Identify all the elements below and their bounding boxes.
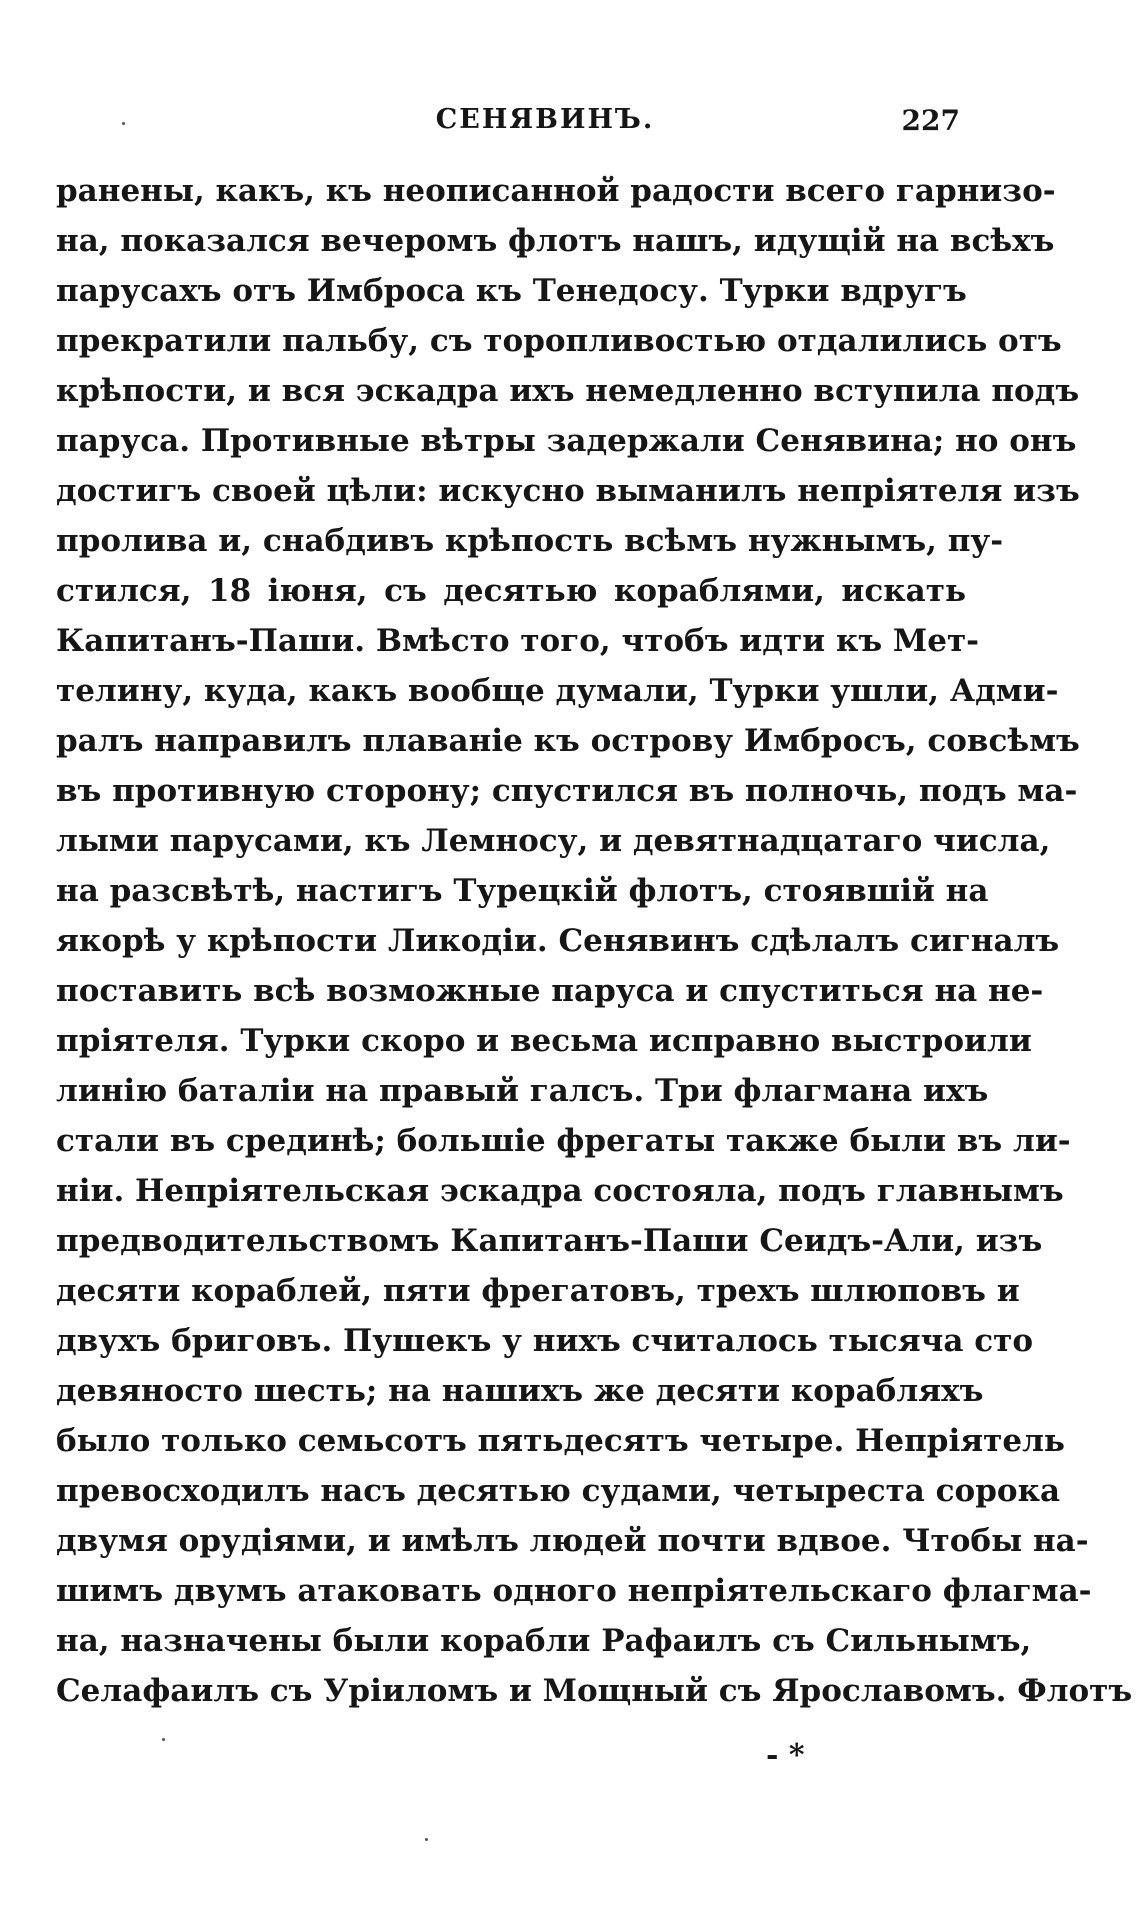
- scan-speck: [162, 1738, 165, 1741]
- text-line: предводительствомъ Капитанъ-Паши Сеидъ-Али, изъ: [56, 1223, 1043, 1259]
- text-line: на, показался вечеромъ флотъ нашъ, идущій на всѣхъ: [56, 223, 1055, 259]
- text-line: двухъ бриговъ. Пушекъ у нихъ считалось тысяча сто: [56, 1323, 1033, 1359]
- text-line: якорѣ у крѣпости Ликодіи. Сенявинъ сдѣлалъ сигналъ: [56, 923, 1060, 959]
- text-line: стали въ срединѣ; большіе фрегаты также были въ ли-: [56, 1123, 1071, 1159]
- text-line: было только семьсотъ пятьдесятъ четыре. Непріятель: [56, 1423, 1065, 1459]
- text-line: пролива и, снабдивъ крѣпость всѣмъ нужнымъ, пу-: [56, 523, 1004, 559]
- text-line: лыми парусами, къ Лемносу, и девятнадцатаго числа,: [56, 823, 1051, 859]
- text-line: на, назначены были корабли Рафаилъ съ Сильнымъ,: [56, 1623, 1032, 1659]
- text-line: десяти кораблей, пяти фрегатовъ, трехъ шлюповъ и: [56, 1273, 1020, 1309]
- text-line: крѣпости, и вся эскадра ихъ немедленно вступила подъ: [56, 373, 1080, 409]
- text-line: линію баталіи на правый галсъ. Три флагмана ихъ: [56, 1073, 989, 1109]
- body-text: [56, 166, 1133, 1716]
- text-line: ніи. Непріятельская эскадра состояла, подъ главнымъ: [56, 1173, 1064, 1209]
- text-line: парусахъ отъ Имброса къ Тенедосу. Турки вдругъ: [56, 273, 967, 309]
- text-line: на разсвѣтѣ, настигъ Турецкій флотъ, стоявшій на: [56, 873, 989, 909]
- text-line: въ противную сторону; спустился въ полночь, подъ ма-: [56, 773, 1078, 809]
- scan-speck: [122, 122, 125, 125]
- text-line: ранены, какъ, къ неописанной радости всего гарнизо-: [56, 173, 1056, 209]
- text-line: пріятеля. Турки скоро и весьма исправно выстроили: [56, 1023, 1032, 1059]
- text-line: поставить всѣ возможные паруса и спуститься на не-: [56, 973, 1044, 1009]
- chapter-title: СЕНЯВИНЪ.: [435, 104, 655, 135]
- running-head: [130, 100, 960, 140]
- text-line: превосходилъ насъ десятью судами, четыреста сорока: [56, 1473, 1061, 1509]
- scan-speck: [425, 1838, 428, 1841]
- text-line: Селафаилъ съ Уріиломъ и Мощный съ Ярославомъ. Флотъ: [56, 1673, 1133, 1709]
- text-line: достигъ своей цѣли: искусно выманилъ непріятеля изъ: [56, 473, 1080, 509]
- text-line: прекратили пальбу, съ торопливостью отдалились отъ: [56, 323, 1062, 359]
- page-number: 227: [901, 104, 960, 137]
- text-line: ралъ направилъ плаваніе къ острову Имбросъ, совсѣмъ: [56, 723, 1080, 759]
- text-line: стился, 18 іюня, съ десятью кораблями, искать: [56, 573, 966, 609]
- text-line: двумя орудіями, и имѣлъ людей почти вдвое. Чтобы на-: [56, 1523, 1089, 1559]
- text-line: Капитанъ-Паши. Вмѣсто того, чтобъ идти къ Мет-: [56, 623, 980, 659]
- text-line: телину, куда, какъ вообще думали, Турки ушли, Адми-: [56, 673, 1059, 709]
- text-line: девяносто шесть; на нашихъ же десяти корабляхъ: [56, 1373, 984, 1409]
- text-line: паруса. Противные вѣтры задержали Сенявина; но онъ: [56, 423, 1077, 459]
- text-line: шимъ двумъ атаковать одного непріятельскаго флагма-: [56, 1573, 1092, 1609]
- signature-mark: - *: [766, 1738, 805, 1773]
